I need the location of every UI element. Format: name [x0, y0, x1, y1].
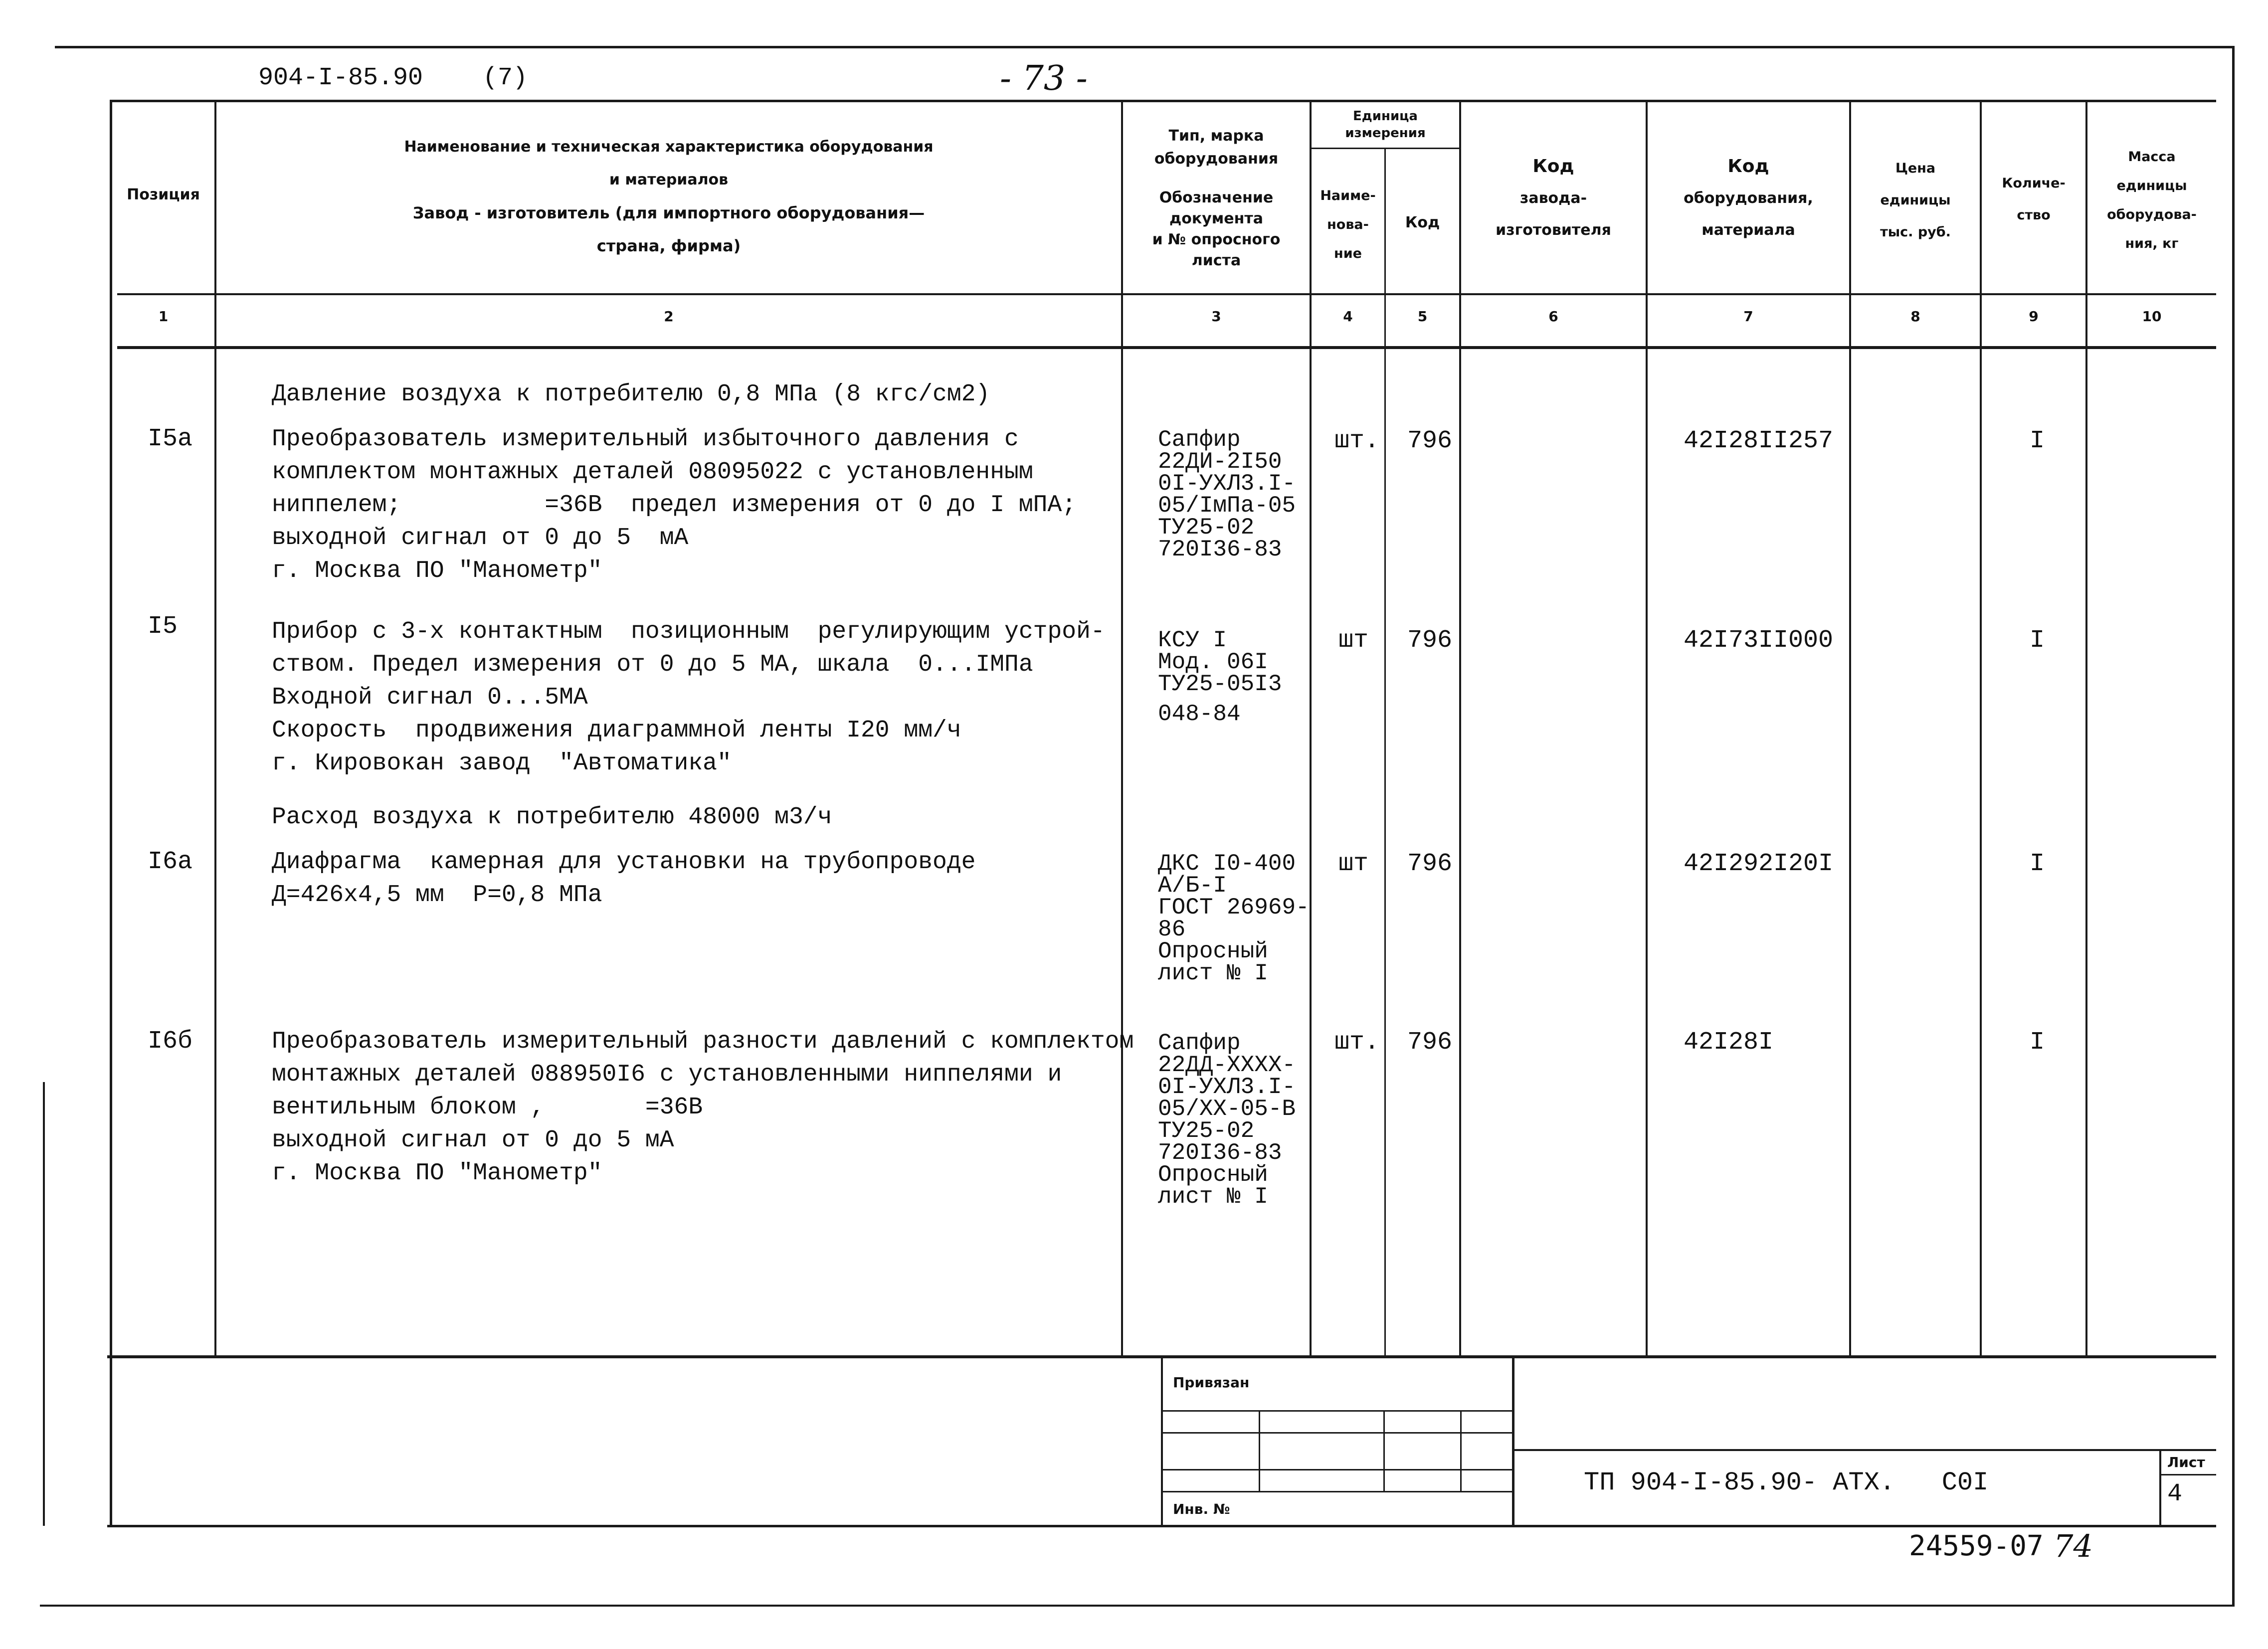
col-divider-5	[1459, 100, 1461, 1356]
type-line: 22ДД-ХХХХ-	[1158, 1052, 1296, 1078]
description-line: Скорость продвижения диаграммной ленты I20 мм/ч	[272, 717, 961, 744]
header-numbers-line	[117, 293, 2216, 295]
header-bottom-line	[117, 346, 2216, 349]
col-number-3: 3	[1211, 308, 1221, 325]
row-description-I6b	[272, 1025, 1134, 1190]
col-header-mass	[2087, 143, 2216, 258]
type-line: 0I-УХЛ3.I-	[1158, 471, 1296, 497]
type-line: ТУ25-05I3	[1158, 671, 1282, 697]
row-unit-name-I6b: шт.	[1334, 1028, 1380, 1057]
col-header-equipment-code	[1648, 151, 1849, 246]
table-top-line	[110, 100, 2216, 102]
description-line: Преобразователь измерительный разности давлений с комплектом	[272, 1028, 1134, 1055]
stamp-grid-col-2	[1383, 1410, 1385, 1492]
col-header-price-line-3: тыс. руб.	[1880, 224, 1951, 240]
col-header-quantity-line-1: Количе-	[2002, 176, 2066, 191]
col-number-2: 2	[664, 308, 674, 325]
row-unit-name-I5a: шт.	[1334, 427, 1380, 455]
row-quantity-I5a: I	[2030, 427, 2045, 455]
description-line: выходной сигнал от 0 до 5 мА	[272, 525, 689, 551]
col-header-manufacturer-code-line-1: Код	[1532, 156, 1574, 177]
col-header-unit-name	[1312, 182, 1384, 268]
col-header-name	[216, 131, 1121, 262]
type-line: А/Б-I	[1158, 873, 1227, 899]
type-line: Сапфир	[1158, 427, 1241, 453]
type-line: Опросный	[1158, 1162, 1268, 1188]
col-header-manufacturer-code-line-3: изготовителя	[1496, 221, 1611, 239]
description-line: Преобразователь измерительный избыточного давления с	[272, 426, 1019, 453]
col-header-type-line-4: документа	[1169, 210, 1263, 227]
col-header-name-line-4: страна, фирма)	[596, 236, 741, 255]
type-line: 05/IмПа-05	[1158, 493, 1296, 519]
col-divider-4	[1384, 148, 1386, 1356]
description-line: Диафрагма камерная для установки на трубопроводе	[272, 849, 976, 876]
col-header-type-line-1: Тип, марка	[1168, 127, 1264, 145]
col-number-7: 7	[1743, 308, 1753, 325]
description-line: Прибор с 3-х контактным позиционным регулирующим устрой-	[272, 618, 1105, 645]
type-line: лист № I	[1158, 960, 1268, 986]
col-header-price	[1851, 153, 1980, 248]
col-number-5: 5	[1417, 308, 1428, 325]
type-line: ТУ25-02	[1158, 1118, 1255, 1144]
col-header-type-line-2: оборудования	[1154, 150, 1279, 168]
row-unit-name-I6a: шт	[1338, 850, 1369, 878]
description-line: ством. Предел измерения от 0 до 5 МА, шкала 0...IМПа	[272, 651, 1033, 678]
col-header-quantity	[1982, 168, 2085, 231]
col-number-9: 9	[2029, 308, 2039, 325]
col-header-manufacturer-code-line-2: завода-	[1519, 189, 1587, 207]
row-description-I5a	[272, 423, 1076, 587]
col-header-manufacturer-code	[1461, 151, 1646, 246]
col-header-equipment-code-line-2: оборудования,	[1684, 189, 1813, 207]
frame-right-line	[2232, 46, 2235, 1607]
col-number-4: 4	[1343, 308, 1353, 325]
col-header-unit-name-line-1: Наиме-	[1320, 188, 1376, 203]
row-type-I6b	[1158, 1032, 1296, 1208]
archive-number: 24559-07	[1909, 1530, 2044, 1562]
col-divider-9	[2085, 100, 2087, 1356]
type-line: 048-84	[1158, 701, 1241, 727]
row-description-I5	[272, 615, 1105, 780]
document-code: 904-I-85.90	[258, 64, 423, 92]
row-equipment-code-I5: 42I73II000	[1684, 626, 1834, 655]
description-line: г. Кировокан завод "Автоматика"	[272, 750, 732, 777]
frame-top-line-ext	[1002, 46, 2234, 48]
stamp-document-title: ТП 904-I-85.90- АТХ. С0I	[1584, 1468, 1989, 1497]
stamp-title-line	[1514, 1449, 2216, 1451]
stamp-sheet-box-divider	[2161, 1474, 2216, 1475]
type-line: 86	[1158, 916, 1186, 942]
col-header-mass-line-4: ния, кг	[2125, 236, 2179, 251]
col-header-unit-group	[1312, 108, 1459, 142]
row-position-I5a: I5а	[148, 425, 193, 453]
description-line: ниппелем; =36В предел измерения от 0 до I мПА;	[272, 492, 1077, 519]
description-line: Д=426х4,5 мм Р=0,8 МПа	[272, 882, 602, 909]
type-line: КСУ I	[1158, 627, 1227, 653]
col-divider-7	[1849, 100, 1851, 1356]
col-header-type-line-5: и № опросного	[1152, 231, 1281, 248]
col-header-mass-line-2: единицы	[2116, 178, 2187, 193]
row-type-I6a	[1158, 853, 1310, 984]
row-quantity-I6b: I	[2030, 1028, 2045, 1057]
stamp-inv-label: Инв. №	[1173, 1501, 1230, 1517]
col-header-mass-line-3: оборудова-	[2107, 207, 2197, 222]
row-position-I6b: I6б	[148, 1027, 193, 1056]
description-line: вентильным блоком , =36В	[272, 1094, 703, 1121]
description-line: комплектом монтажных деталей 08095022 с установленным	[272, 459, 1033, 486]
type-line: Сапфир	[1158, 1030, 1241, 1056]
col-header-mass-line-1: Масса	[2128, 149, 2176, 165]
row-position-I5: I5	[148, 612, 178, 641]
frame-bottom-line	[40, 1605, 2234, 1607]
col-header-name-line-1: Наименование и техническая характеристика оборудования	[404, 138, 934, 156]
archive-page: 74	[2054, 1528, 2093, 1564]
stamp-sheet-box-left	[2159, 1449, 2161, 1525]
description-line: г. Москва ПО "Манометр"	[272, 557, 602, 584]
row-position-I6a: I6а	[148, 848, 193, 876]
section-heading-pressure: Давление воздуха к потребителю 0,8 МПа (8 кгс/см2)	[272, 381, 990, 408]
row-unit-code-I5a: 796	[1407, 427, 1453, 455]
type-line: 05/ХХ-05-В	[1158, 1096, 1296, 1122]
description-line: Входной сигнал 0...5МА	[272, 684, 588, 711]
col-header-quantity-line-2: ство	[2017, 207, 2051, 223]
col-header-unit-name-line-2: нова-	[1327, 217, 1369, 232]
row-unit-name-I5: шт	[1338, 626, 1369, 655]
stamp-grid-col-1	[1259, 1410, 1260, 1492]
row-equipment-code-I5a: 42I28II257	[1684, 427, 1834, 455]
description-line: монтажных деталей 088950I6 с установленными ниппелями и	[272, 1061, 1062, 1088]
row-unit-code-I5: 796	[1407, 626, 1453, 655]
col-header-unit-name-line-3: ние	[1334, 246, 1362, 261]
type-line: ДКС I0-400	[1158, 851, 1296, 877]
col-header-position: Позиция	[127, 186, 200, 203]
section-heading-flow: Расход воздуха к потребителю 48000 м3/ч	[272, 804, 832, 831]
col-header-unit-group-line-1: Единица	[1353, 109, 1418, 124]
row-equipment-code-I6a: 42I292I20I	[1684, 850, 1834, 878]
col-number-6: 6	[1548, 308, 1558, 325]
row-unit-code-I6b: 796	[1407, 1028, 1453, 1057]
col-divider-6	[1646, 100, 1648, 1356]
col-number-10: 10	[2142, 308, 2162, 325]
col-number-8: 8	[1910, 308, 1920, 325]
col-header-name-line-3: Завод - изготовитель (для импортного оборудования—	[412, 203, 925, 222]
type-line: Опросный	[1158, 938, 1268, 964]
type-line: ГОСТ 26969-	[1158, 895, 1310, 920]
type-line: 0I-УХЛ3.I-	[1158, 1074, 1296, 1100]
stamp-sheet-number: 4	[2167, 1480, 2183, 1508]
col-header-type-line-3: Обозначение	[1159, 189, 1274, 206]
stamp-bound-label: Привязан	[1173, 1374, 1250, 1391]
stamp-grid-col-3	[1460, 1410, 1462, 1492]
type-line: 720I36-83	[1158, 537, 1282, 562]
stamp-box-divider	[1512, 1355, 1514, 1527]
col-divider-8	[1980, 100, 1982, 1356]
frame-left-strip-line	[43, 1082, 45, 1526]
col-header-price-line-2: единицы	[1880, 192, 1951, 208]
description-line: г. Москва ПО "Манометр"	[272, 1160, 602, 1187]
row-description-I6a	[272, 846, 975, 912]
row-quantity-I5: I	[2030, 626, 2045, 655]
type-line: 22ДИ-2I50	[1158, 449, 1282, 475]
stamp-sheet-label: Лист	[2167, 1454, 2205, 1470]
col-header-unit-group-line-2: измерения	[1345, 126, 1426, 141]
col-header-equipment-code-line-1: Код	[1727, 156, 1769, 177]
description-line: выходной сигнал от 0 до 5 мА	[272, 1127, 674, 1154]
row-unit-code-I6a: 796	[1407, 850, 1453, 878]
col-header-price-line-1: Цена	[1895, 161, 1936, 176]
row-equipment-code-I6b: 42I28I	[1684, 1028, 1774, 1057]
type-line: лист № I	[1158, 1184, 1268, 1210]
type-line: Мод. 06I	[1158, 649, 1268, 675]
row-type-I5	[1158, 629, 1282, 725]
document-subcode: (7)	[483, 64, 528, 92]
page-number: - 73 -	[1000, 59, 1088, 98]
col-header-type-line-6: листа	[1191, 252, 1241, 269]
col-number-1: 1	[158, 308, 169, 325]
row-type-I5a	[1158, 429, 1296, 560]
col-divider-1	[214, 100, 216, 1356]
col-header-type	[1123, 125, 1310, 271]
row-quantity-I6a: I	[2030, 850, 2045, 878]
type-line: ТУ25-02	[1158, 515, 1255, 541]
stamp-box-top	[1161, 1355, 1163, 1527]
type-line: 720I36-83	[1158, 1140, 1282, 1166]
col-header-unit-code: Код	[1405, 214, 1440, 231]
col-header-name-line-2: и материалов	[609, 171, 729, 188]
col-header-equipment-code-line-3: материала	[1701, 221, 1795, 239]
col-divider-3	[1310, 100, 1312, 1356]
